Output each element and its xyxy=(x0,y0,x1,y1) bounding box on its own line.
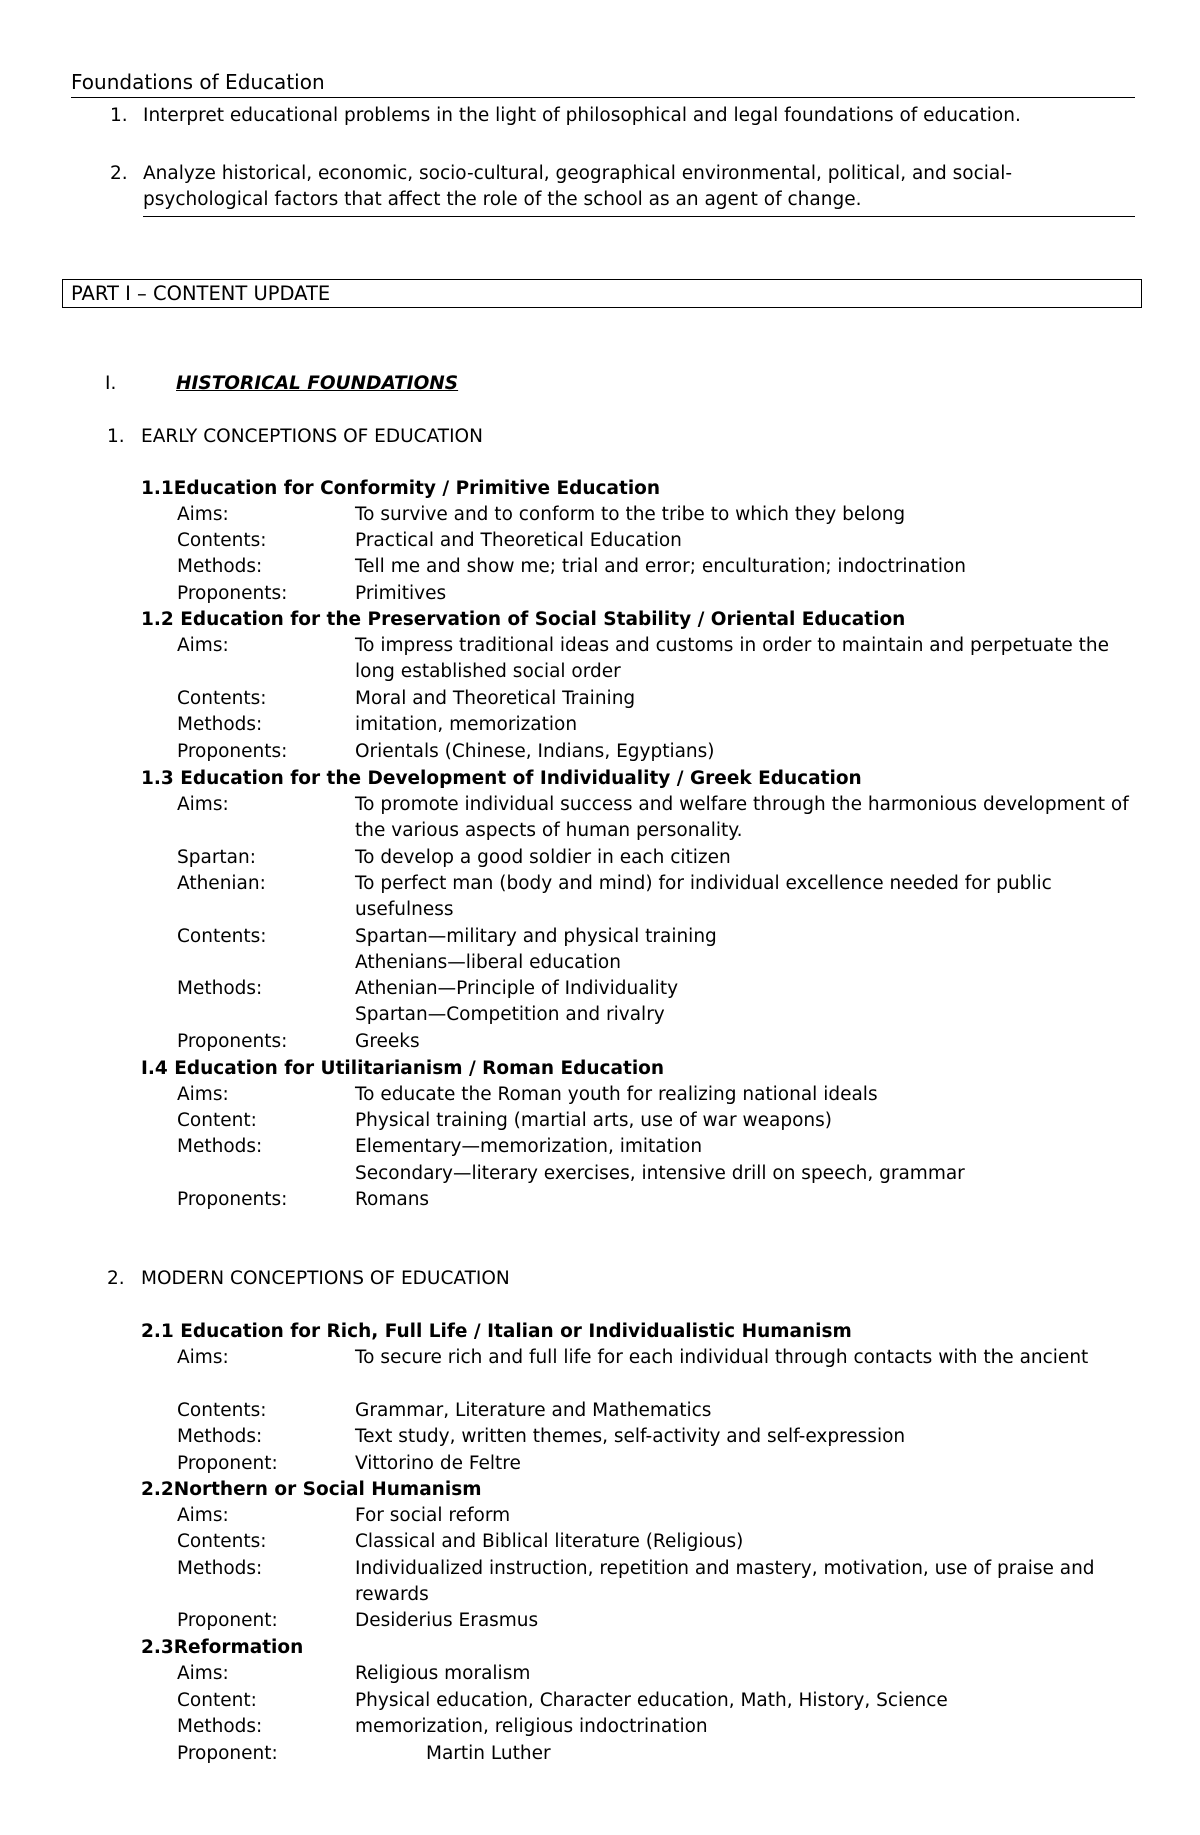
row-value: imitation, memorization xyxy=(355,714,578,735)
row-label: Content: xyxy=(177,1690,257,1711)
part-heading: PART I – CONTENT UPDATE xyxy=(71,282,331,305)
row-value: Desiderius Erasmus xyxy=(355,1610,539,1631)
section-title: EARLY CONCEPTIONS OF EDUCATION xyxy=(141,426,483,447)
row-value: Athenians—liberal education xyxy=(355,952,621,973)
row-label: Contents: xyxy=(177,530,267,551)
section-number: 2. xyxy=(107,1268,125,1289)
objective-text: Interpret educational problems in the light of philosophical and legal foundations of education. xyxy=(143,105,1021,126)
row-label: Spartan: xyxy=(177,847,256,868)
subsection-heading: 1.1Education for Conformity / Primitive Education xyxy=(141,478,661,499)
objectives-underline xyxy=(143,216,1135,217)
row-value: Religious moralism xyxy=(355,1663,531,1684)
row-value: Physical education, Character education, Math, History, Science xyxy=(355,1690,948,1711)
row-label: Proponents: xyxy=(177,1189,288,1210)
row-value: To secure rich and full life for each individual through contacts with the ancient xyxy=(355,1347,1089,1368)
row-label: Athenian: xyxy=(177,873,266,894)
major-heading: HISTORICAL FOUNDATIONS xyxy=(176,373,459,394)
row-value: To promote individual success and welfare through the harmonious development of the various aspects of human personality. xyxy=(355,794,1129,842)
part-heading-box xyxy=(62,279,1142,308)
row-value: Spartan—military and physical training xyxy=(355,926,717,947)
row-value: Elementary—memorization, imitation xyxy=(355,1136,703,1157)
major-heading-number: I. xyxy=(105,373,117,394)
row-value: To survive and to conform to the tribe to which they belong xyxy=(355,504,906,525)
row-value: To educate the Roman youth for realizing national ideals xyxy=(355,1084,878,1105)
row-label: Proponents: xyxy=(177,741,288,762)
row-label: Aims: xyxy=(177,1505,229,1526)
row-value: To impress traditional ideas and customs in order to maintain and perpetuate the long established social order xyxy=(355,635,1110,683)
subsection-heading: 1.2 Education for the Preservation of Social Stability / Oriental Education xyxy=(141,609,906,630)
row-value: To perfect man (body and mind) for individual excellence needed for public usefulness xyxy=(355,873,1052,921)
row-label: Aims: xyxy=(177,794,229,815)
subsection-heading: 1.3 Education for the Development of Individuality / Greek Education xyxy=(141,768,862,789)
section-heading xyxy=(107,1266,510,1292)
row-label: Contents: xyxy=(177,688,267,709)
row-label: Methods: xyxy=(177,1426,263,1447)
row-label: Contents: xyxy=(177,1531,267,1552)
row-label: Methods: xyxy=(177,1136,263,1157)
row-label: Contents: xyxy=(177,1400,267,1421)
row-label: Proponents: xyxy=(177,583,288,604)
row-label: Methods: xyxy=(177,978,263,999)
row-label: Contents: xyxy=(177,926,267,947)
row-value: Text study, written themes, self-activity and self-expression xyxy=(355,1426,906,1447)
row-label: Proponent: xyxy=(177,1743,278,1764)
row-value: Orientals (Chinese, Indians, Egyptians) xyxy=(355,741,715,762)
objective-item xyxy=(110,161,1133,213)
section-title: MODERN CONCEPTIONS OF EDUCATION xyxy=(141,1268,510,1289)
document-title: Foundations of Education xyxy=(71,70,325,94)
row-label: Aims: xyxy=(177,1347,229,1368)
row-label: Methods: xyxy=(177,1558,263,1579)
row-value: Individualized instruction, repetition and mastery, motivation, use of praise and rewards xyxy=(355,1558,1095,1606)
row-value: Martin Luther xyxy=(426,1743,551,1764)
row-value: Grammar, Literature and Mathematics xyxy=(355,1400,712,1421)
objective-text: Analyze historical, economic, socio-cultural, geographical environmental, political, and social-psychological factors that affect the role of the school as an agent of change. xyxy=(143,163,1013,211)
row-value: Practical and Theoretical Education xyxy=(355,530,682,551)
row-label: Proponent: xyxy=(177,1453,278,1474)
row-value: Vittorino de Feltre xyxy=(355,1453,521,1474)
row-value: memorization, religious indoctrination xyxy=(355,1716,708,1737)
row-label: Content: xyxy=(177,1110,257,1131)
row-value: Physical training (martial arts, use of war weapons) xyxy=(355,1110,832,1131)
row-label: Proponents: xyxy=(177,1031,288,1052)
row-value: To develop a good soldier in each citizen xyxy=(355,847,731,868)
row-value: Tell me and show me; trial and error; enculturation; indoctrination xyxy=(355,556,967,577)
row-value: Spartan—Competition and rivalry xyxy=(355,1004,665,1025)
row-value: Athenian—Principle of Individuality xyxy=(355,978,679,999)
title-underline xyxy=(71,97,1135,98)
subsection-heading: 2.3Reformation xyxy=(141,1637,304,1658)
row-value: Moral and Theoretical Training xyxy=(355,688,636,709)
row-label: Aims: xyxy=(177,1084,229,1105)
row-label: Aims: xyxy=(177,1663,229,1684)
row-value: For social reform xyxy=(355,1505,511,1526)
row-label: Methods: xyxy=(177,714,263,735)
row-value: Secondary—literary exercises, intensive drill on speech, grammar xyxy=(355,1163,965,1184)
row-label: Methods: xyxy=(177,1716,263,1737)
subsection-heading: 2.1 Education for Rich, Full Life / Italian or Individualistic Humanism xyxy=(141,1321,852,1342)
row-label: Aims: xyxy=(177,504,229,525)
section-heading xyxy=(107,424,483,450)
objective-number: 2. xyxy=(110,163,128,184)
row-value: Classical and Biblical literature (Religious) xyxy=(355,1531,744,1552)
subsection-heading: I.4 Education for Utilitarianism / Roman Education xyxy=(141,1058,665,1079)
section-number: 1. xyxy=(107,426,125,447)
row-value: Greeks xyxy=(355,1031,420,1052)
row-label: Proponent: xyxy=(177,1610,278,1631)
row-label: Aims: xyxy=(177,635,229,656)
objective-item xyxy=(110,103,1133,129)
objective-number: 1. xyxy=(110,105,128,126)
row-label: Methods: xyxy=(177,556,263,577)
row-value: Romans xyxy=(355,1189,430,1210)
subsection-heading: 2.2Northern or Social Humanism xyxy=(141,1479,482,1500)
row-value: Primitives xyxy=(355,583,447,604)
